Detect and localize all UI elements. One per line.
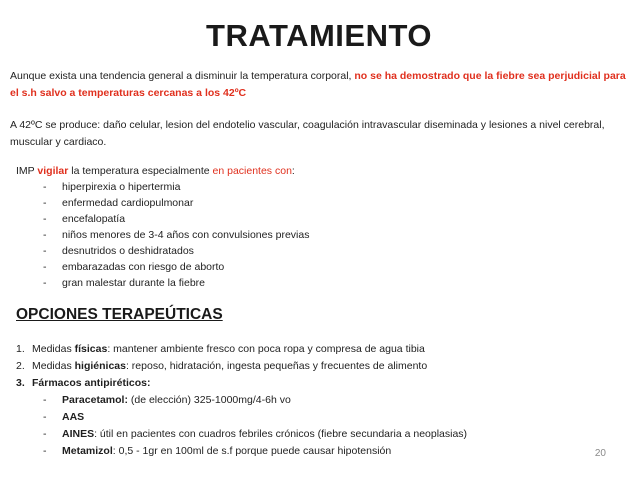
effects-paragraph: A 42ºC se produce: daño celular, lesion del endotelio vascular, coagulación intravascular diseminada y lesiones a nivel cerebral, muscular y cardiaco. xyxy=(10,119,605,148)
dash-bullet: - xyxy=(43,411,47,423)
dash-bullet: - xyxy=(43,394,47,406)
list-item: - AINES: útil en pacientes con cuadros febriles crónicos (fiebre secundaria a neoplasias) xyxy=(16,426,626,443)
list-item: - Paracetamol: (de elección) 325-1000mg/4-6h vo xyxy=(16,392,626,409)
imp-vigilar: vigilar xyxy=(37,165,69,177)
list-item: - embarazadas con riesgo de aborto xyxy=(43,261,225,273)
list-item: - enfermedad cardiopulmonar xyxy=(43,197,194,209)
options-heading: OPCIONES TERAPEÚTICAS xyxy=(16,306,223,323)
list-item: - desnutridos o deshidratados xyxy=(43,245,194,257)
option-item-3: 3. Fármacos antipiréticos: xyxy=(16,377,151,389)
option-item-2: 2. Medidas higiénicas: reposo, hidratación, ingesta pequeñas y frecuentes de alimento xyxy=(16,360,428,372)
patient-list xyxy=(16,179,616,291)
list-item: - hiperpirexia o hipertermia xyxy=(43,181,181,193)
list-item: - gran malestar durante la fiebre xyxy=(43,277,205,289)
list-item: - AAS xyxy=(16,409,626,426)
dash-bullet: - xyxy=(43,445,47,457)
dash-bullet: - xyxy=(43,197,47,209)
imp-suffix: : xyxy=(291,165,295,177)
imp-prefix: IMP xyxy=(16,165,38,177)
list-item: - Metamizol: 0,5 - 1gr en 100ml de s.f porque puede causar hipotensión xyxy=(16,443,626,460)
dash-bullet: - xyxy=(43,428,47,440)
dash-bullet: - xyxy=(43,245,47,257)
intro-text: Aunque exista una tendencia general a disminuir la temperatura corporal, xyxy=(10,70,355,82)
drug-list xyxy=(16,392,626,460)
dash-bullet: - xyxy=(43,229,47,241)
list-item: - niños menores de 3-4 años con convulsiones previas xyxy=(43,229,310,241)
slide-title: TRATAMIENTO xyxy=(206,18,432,53)
imp-highlight: en pacientes con xyxy=(212,165,292,177)
page-number: 20 xyxy=(594,448,606,459)
dash-bullet: - xyxy=(43,277,47,289)
intro-highlight: no se ha demostrado que la fiebre sea perjudicial para el s.h salvo a temperaturas cercanas a los 42ºC xyxy=(10,70,626,99)
option-item-1: 1. Medidas físicas: mantener ambiente fresco con poca ropa y compresa de agua tibia xyxy=(16,343,425,355)
options-list xyxy=(16,341,626,460)
intro-paragraph xyxy=(10,68,630,102)
dash-bullet: - xyxy=(43,213,47,225)
dash-bullet: - xyxy=(43,261,47,273)
imp-middle: la temperatura especialmente xyxy=(68,165,213,177)
list-item: - encefalopatía xyxy=(43,213,126,225)
imp-block xyxy=(16,163,616,291)
dash-bullet: - xyxy=(43,181,47,193)
imp-line xyxy=(16,163,616,179)
